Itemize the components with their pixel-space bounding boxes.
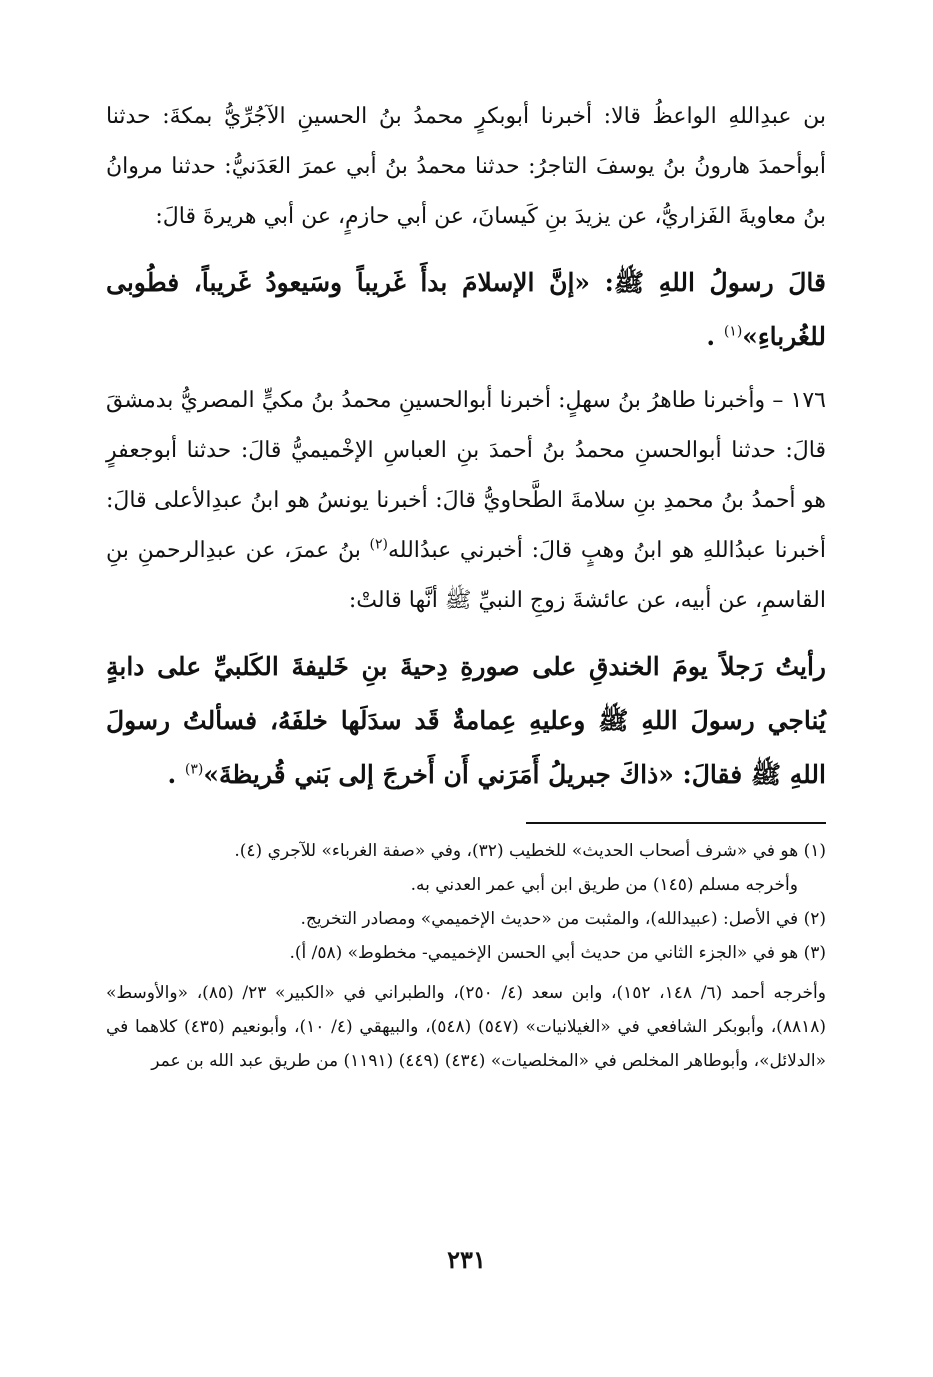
footnote-divider (526, 822, 826, 824)
footnote-ref-1[interactable]: (١) (723, 323, 743, 340)
isnad-text-1: بن عبدِاللهِ الواعظُ قالا: أخبرنا أبوبكرٍ محمدُ بنُ الحسينِ الآجُرِّيُّ بمكةَ: حدثنا أبوأحمدَ هارونُ بنُ يوسفَ التاجرُ: حدثنا محمدُ بنُ أبي عمرَ العَدَنيُّ: حدثنا مروانُ بنُ معاويةَ الفَزاريُّ، عن يزيدَ بنِ كَيسانَ، عن أبي حازمٍ، عن أبي هريرةَ قالَ: (106, 104, 826, 229)
hadith-1-end: . (706, 322, 724, 351)
isnad-paragraph-1 (106, 92, 826, 242)
page-number: ٢٣١ (447, 1245, 486, 1274)
footnote-ref-2[interactable]: (٢) (369, 536, 389, 553)
isnad-text-176-a: ١٧٦ – وأخبرنا طاهرُ بنُ سهلٍ: أخبرنا أبوالحسينِ محمدُ بنُ مكيٍّ المصريُّ بدمشقَ قالَ: حدثنا أبوالحسنِ محمدُ بنُ أحمدَ بنِ العباسِ الإخْميميُّ قالَ: حدثنا أبوجعفرٍ هو أحمدُ بنُ محمدِ بنِ سلامةَ الطَّحاويُّ قالَ: أخبرنا يونسُ هو ابنُ عبدِالأعلى قالَ: أخبرنا عبدُاللهِ هو ابنُ وهبٍ قالَ: أخبرني عبدُالله (106, 388, 826, 563)
footnotes (106, 834, 826, 1078)
footnote-3-continuation: وأخرجه أحمد (٦/ ١٤٨، ١٥٢)، وابن سعد (٤/ ٢٥٠)، والطبراني في «الكبير» ٢٣/ (٨٥)، «والأوسط» (٨٨١٨)، وأبوبكر الشافعي في «الغيلانيات» (٥٤٧) (٥٤٨)، والبيهقي (٤/ ١٠)، وأبونعيم (٤٣٥) كلاهما في «الدلائل»، وأبوطاهر المخلص في «المخلصيات» (٤٣٤) (٤٤٩) (١١٩١) من طريق عبد الله بن عمر (106, 983, 826, 1071)
hadith-text-1 (106, 256, 826, 364)
footnote-3: (٣) هو في «الجزء الثاني من حديث أبي الحسن الإخميمي- مخطوط» (٥٨/ أ). (289, 943, 826, 963)
isnad-paragraph-176 (106, 376, 826, 626)
hadith-2-end: . (167, 760, 185, 789)
hadith-text-2 (106, 640, 826, 802)
hadith-1-body: قالَ رسولُ اللهِ ﷺ: «إنَّ الإسلامَ بدأَ غَريباً وسَيعودُ غَريباً، فطُوبى للغُرباءِ» (106, 268, 826, 351)
isnad-text-176-b: بنُ عمرَ، عن عبدِالرحمنِ بنِ القاسمِ، عن أبيه، عن عائشةَ زوجِ النبيِّ ﷺ أنَّها قالتْ: (106, 538, 826, 613)
hadith-2-body: رأيتُ رَجلاً يومَ الخندقِ على صورةِ دِحيةَ بنِ خَليفةَ الكَلبيِّ على دابةٍ يُناجي رسولَ اللهِ ﷺ وعليهِ عِمامةٌ قَد سدَلَها خلفَهُ، فسألتُ رسولَ اللهِ ﷺ فقالَ: «ذاكَ جبريلُ أَمَرَني أَن أَخرجَ إلى بَني قُريظةَ» (106, 652, 826, 789)
page-content (106, 92, 826, 1078)
footnote-2: (٢) في الأصل: (عبيدالله)، والمثبت من «حديث الإخميمي» ومصادر التخريج. (300, 909, 826, 929)
footnote-1: (١) هو في «شرف أصحاب الحديث» للخطيب (٣٢)، وفي «صفة الغرباء» للآجري (٤). (234, 841, 826, 861)
footnote-1-continuation: وأخرجه مسلم (١٤٥) من طريق ابن أبي عمر العدني به. (410, 875, 798, 895)
footnote-ref-3[interactable]: (٣) (184, 761, 204, 778)
